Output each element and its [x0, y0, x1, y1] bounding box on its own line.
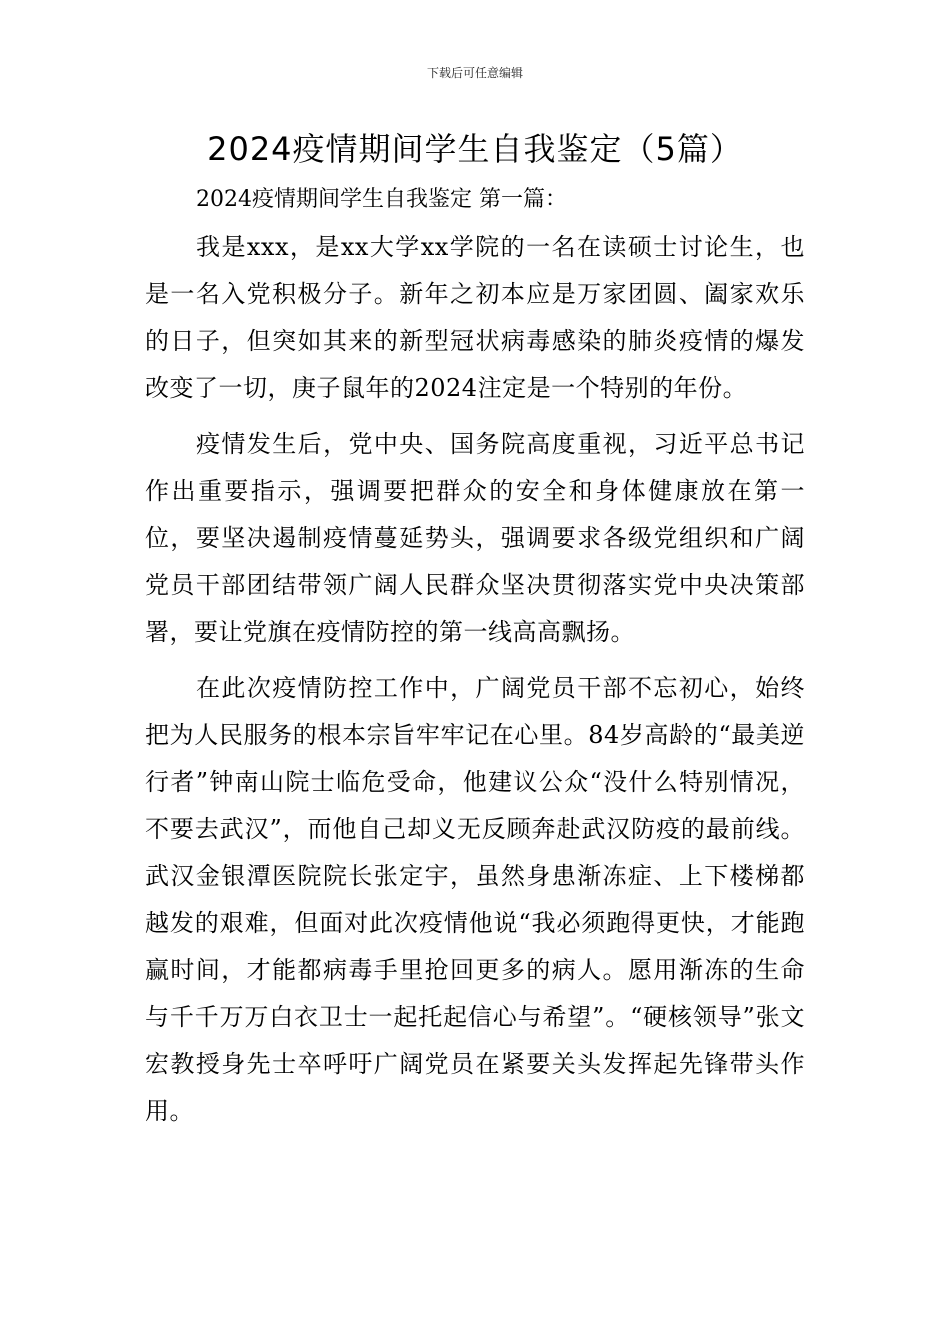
- body-text: [145, 224, 805, 1144]
- paragraph-3: 在此次疫情防控工作中，广阔党员干部不忘初心，始终把为人民服务的根本宗旨牢牢记在心里。84岁高龄的“最美逆行者”钟南山院士临危受命，他建议公众“没什么特别情况，不要去武汉”，而他自己却义无反顾奔赴武汉防疫的最前线。武汉金银潭医院院长张定宇，虽然身患渐冻症、上下楼梯都越发的艰难，但面对此次疫情他说“我必须跑得更快，才能跑赢时间，才能都病毒手里抢回更多的病人。愿用渐冻的生命与千千万万白衣卫士一起托起信心与希望”。“硬核领导”张文宏教授身先士卒呼吁广阔党员在紧要关头发挥起先锋带头作用。: [145, 674, 805, 1125]
- paragraph-1: 我是xxx，是xx大学xx学院的一名在读硕士讨论生，也是一名入党积极分子。新年之初本应是万家团圆、阖家欢乐的日子，但突如其来的新型冠状病毒感染的肺炎疫情的爆发改变了一切，庚子鼠年的2024注定是一个特别的年份。: [145, 233, 805, 402]
- section-subheading: 2024疫情期间学生自我鉴定 第一篇：: [196, 187, 567, 212]
- document-title: 2024疫情期间学生自我鉴定（5篇）: [207, 130, 743, 168]
- paragraph-2: 疫情发生后，党中央、国务院高度重视，习近平总书记作出重要指示，强调要把群众的安全和身体健康放在第一位，要坚决遏制疫情蔓延势头，强调要求各级党组织和广阔党员干部团结带领广阔人民群众坚决贯彻落实党中央决策部署，要让党旗在疫情防控的第一线高高飘扬。: [145, 430, 805, 646]
- header-note: 下载后可任意编辑: [426, 66, 523, 80]
